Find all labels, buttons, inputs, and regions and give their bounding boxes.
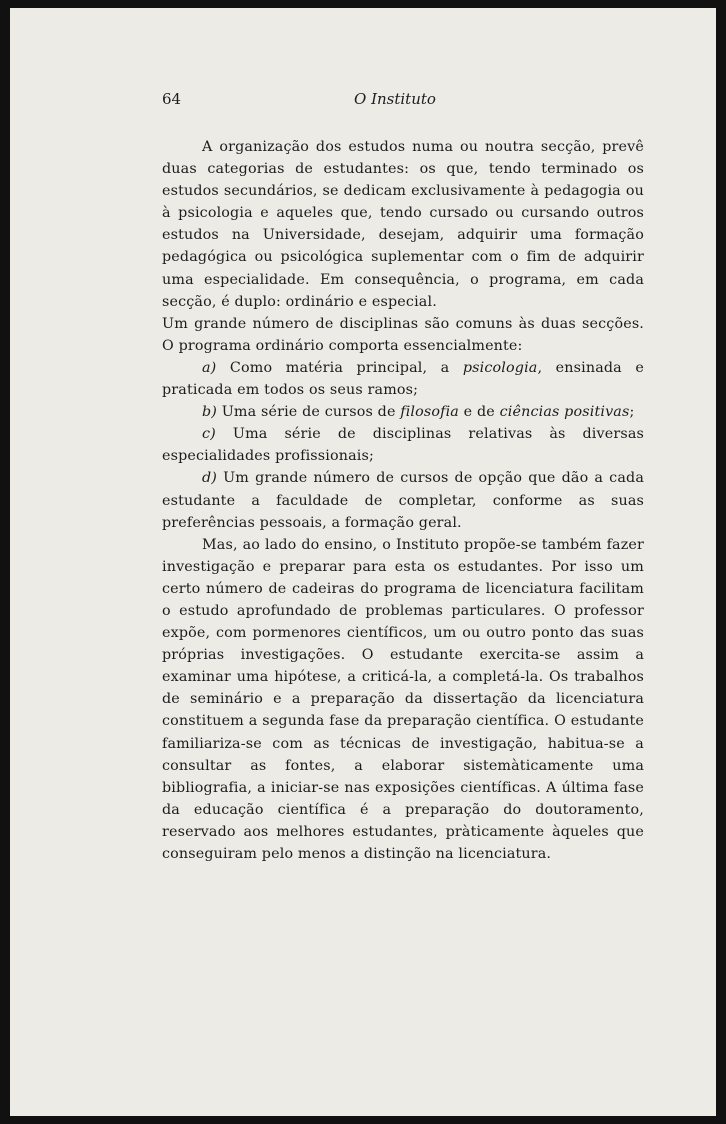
list-item-a-text-2: , ensinada e praticada em todos os seus ramos; — [162, 359, 644, 399]
page-number: 64 — [162, 90, 182, 108]
list-item-d — [162, 467, 644, 533]
list-item-b — [162, 401, 644, 423]
list-item-c — [162, 423, 644, 467]
list-item-b-emphasis-1: filosofia — [400, 404, 459, 421]
list-item-b-text-3: ; — [629, 404, 635, 421]
list-label-b: b) — [202, 404, 218, 421]
book-page — [10, 8, 716, 1116]
list-item-a-emphasis: psicologia — [462, 359, 538, 376]
list-item-a-text-1: Como matéria principal, a — [216, 359, 463, 376]
list-item-b-text-2: e de — [458, 404, 500, 421]
list-item-d-text: Um grande número de cursos de opção que dão a cada estudante a faculdade de completar, conforme as suas preferências pessoais, a formação geral. — [162, 470, 644, 531]
body-text — [162, 136, 644, 865]
paragraph-common-disciplines: Um grande número de disciplinas são comuns às duas secções. O programa ordinário comporta essencialmente: — [162, 315, 644, 354]
list-label-a: a) — [202, 359, 217, 376]
list-label-d: d) — [202, 470, 218, 487]
running-title: O Instituto — [354, 90, 436, 108]
list-label-c: c) — [202, 426, 216, 443]
paragraph-research: Mas, ao lado do ensino, o Instituto propõe-se também fazer investigação e preparar para esta os estudantes. Por isso um certo número de cadeiras do programa de licenciatura facilitam o estudo aprofundado de problemas particulares. O professor expõe, com pormenores científicos, um ou outro ponto das suas próprias investigações. O estudante exercita-se assim a examinar uma hipótese, a criticá-la, a completá-la. Os trabalhos de seminário e a preparação da dissertação da licenciatura constituem a segunda fase da preparação científica. O estudante familiariza-se com as técnicas de investigação, habitua-se a consultar as fontes, a elaborar sistemàticamente uma bibliografia, a iniciar-se nas exposições científicas. A última fase da educação científica é a preparação do doutoramento, reservado aos melhores estudantes, pràticamente àqueles que conseguiram pelo menos a distinção na licenciatura. — [162, 536, 644, 862]
list-item-a — [162, 357, 644, 401]
list-item-b-text-1: Uma série de cursos de — [217, 404, 401, 421]
paragraph-intro: A organização dos estudos numa ou noutra secção, prevê duas categorias de estudantes: os que, tendo terminado os estudos secundários, se dedicam exclusivamente à pedagogia ou à psicologia e aqueles que, tendo cursado ou cursando outros estudos na Universidade, desejam, adquirir uma formação pedagógica ou psicológica suplementar com o fim de adquirir uma especialidade. Em consequência, o programa, em cada secção, é duplo: ordinário e especial. — [162, 139, 644, 310]
list-item-c-text: Uma série de disciplinas relativas às diversas especialidades profissionais; — [162, 426, 644, 465]
page-header — [162, 90, 652, 114]
list-item-b-emphasis-2: ciências positivas — [499, 404, 630, 421]
